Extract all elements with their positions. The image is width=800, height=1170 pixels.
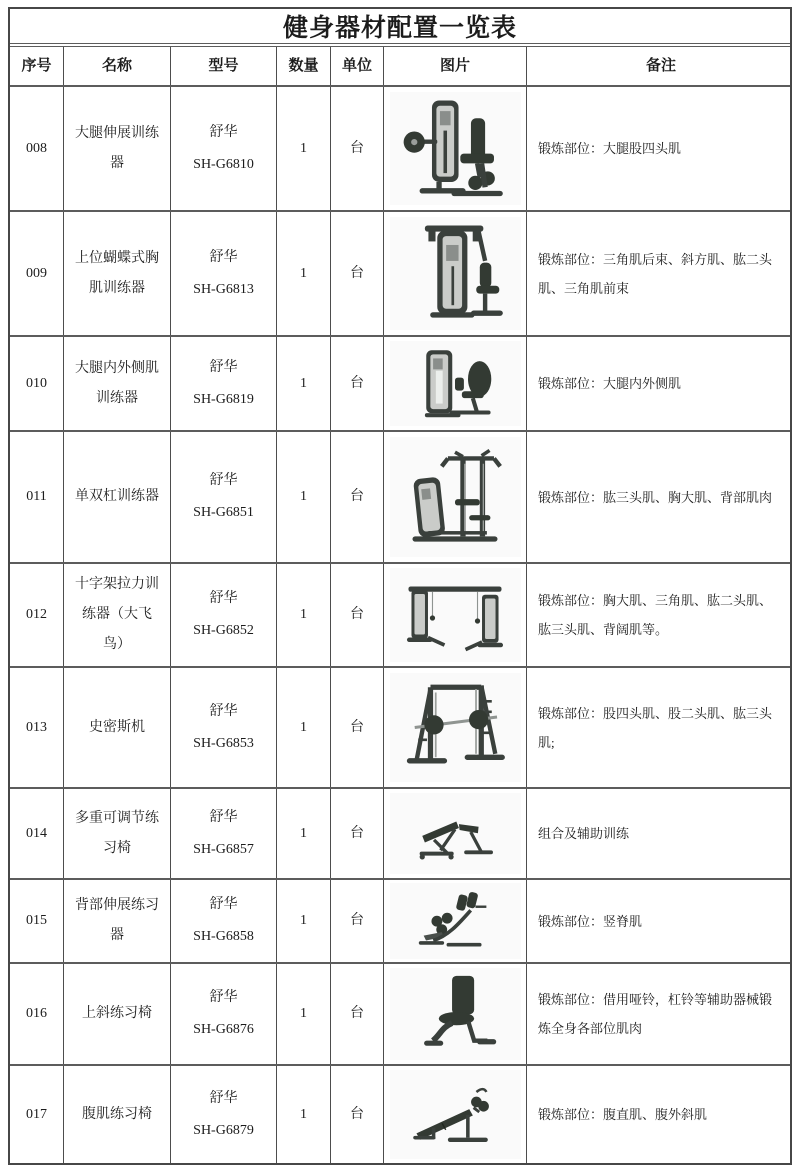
- column-header-no: 序号: [21, 58, 52, 74]
- model-brand: 舒华: [209, 473, 238, 488]
- table-title-row: [10, 9, 790, 47]
- model-code: SH-G6876: [193, 1022, 254, 1037]
- unit: 台: [330, 432, 383, 562]
- quantity: 1: [276, 337, 330, 430]
- model-code: SH-G6851: [193, 505, 254, 520]
- image-cell: [383, 87, 526, 210]
- equipment-model: [170, 668, 276, 787]
- remark-text: 锻炼部位：竖脊肌: [526, 880, 790, 962]
- model-code: SH-G6857: [193, 841, 254, 857]
- remark-text: 组合及辅助训练: [526, 789, 790, 878]
- serial-number: 010: [26, 375, 47, 391]
- quantity: 1: [276, 1066, 330, 1163]
- image-frame: [390, 341, 521, 427]
- remark-text: 锻炼部位：腹直肌、腹外斜肌: [526, 1066, 790, 1163]
- model-brand: 舒华: [209, 124, 238, 140]
- image-cell: [383, 964, 526, 1064]
- equipment-name: 上位蝴蝶式胸肌训练器: [63, 212, 170, 335]
- unit: 台: [330, 964, 383, 1064]
- table-row: [10, 335, 790, 430]
- utility-chair-image: [393, 970, 517, 1058]
- table-row: [10, 666, 790, 787]
- remark-text: 锻炼部位：大腿股四头肌: [526, 87, 790, 210]
- equipment-model: [170, 87, 276, 210]
- remark-text: 锻炼部位：借用哑铃，杠铃等辅助器械锻炼全身各部位肌肉: [526, 964, 790, 1064]
- unit: 台: [330, 789, 383, 878]
- unit: 台: [330, 1066, 383, 1163]
- equipment-model: [170, 337, 276, 430]
- equipment-name: 十字架拉力训练器（大飞鸟）: [63, 564, 170, 666]
- remark-text: 锻炼部位：大腿内外侧肌: [526, 337, 790, 430]
- remark-text: 锻炼部位：胸大肌、三角肌、肱二头肌、肱三头肌、背阔肌等。: [526, 564, 790, 666]
- equipment-model: [170, 789, 276, 878]
- column-header-remark: 备注: [526, 47, 790, 85]
- model-brand: 舒华: [209, 591, 238, 606]
- table-row: [10, 787, 790, 878]
- quantity: 1: [276, 964, 330, 1064]
- model-brand: 舒华: [209, 359, 238, 375]
- serial-number: 008: [26, 140, 47, 156]
- image-frame: [390, 437, 521, 557]
- serial-number: 009: [26, 265, 47, 281]
- model-code: SH-G6819: [193, 391, 254, 407]
- remark-text: 锻炼部位：股四头肌、股二头肌、肱三头肌;: [526, 668, 790, 787]
- equipment-name: 上斜练习椅: [63, 964, 170, 1064]
- equipment-name: 史密斯机: [63, 668, 170, 787]
- serial-number: 016: [26, 1006, 47, 1021]
- table-row: [10, 210, 790, 335]
- cable-crossover-machine-image: [393, 570, 517, 660]
- serial-number: 014: [26, 825, 47, 841]
- equipment-model: [170, 432, 276, 562]
- image-frame: [390, 673, 521, 782]
- image-cell: [383, 1066, 526, 1163]
- equipment-model: [170, 964, 276, 1064]
- model-code: SH-G6813: [193, 281, 254, 297]
- serial-number: 011: [26, 489, 47, 504]
- smith-machine-image: [393, 675, 517, 780]
- equipment-model: [170, 1066, 276, 1163]
- equipment-model: [170, 212, 276, 335]
- leg-extension-machine-image: [393, 94, 517, 203]
- unit: 台: [330, 87, 383, 210]
- model-code: SH-G6853: [193, 735, 254, 751]
- quantity: 1: [276, 564, 330, 666]
- model-brand: 舒华: [209, 990, 238, 1005]
- thigh-abductor-machine-image: [393, 342, 517, 424]
- model-code: SH-G6879: [193, 1122, 254, 1138]
- image-frame: [390, 968, 521, 1060]
- serial-number: 015: [26, 913, 47, 928]
- serial-number: 017: [26, 1106, 47, 1122]
- table-row: [10, 562, 790, 666]
- column-header-name: 名称: [63, 47, 170, 85]
- equipment-model: [170, 564, 276, 666]
- image-cell: [383, 880, 526, 962]
- image-cell: [383, 337, 526, 430]
- equipment-model: [170, 880, 276, 962]
- unit: 台: [330, 880, 383, 962]
- column-header-qty: 数量: [276, 47, 330, 85]
- model-brand: 舒华: [209, 809, 238, 825]
- quantity: 1: [276, 432, 330, 562]
- model-code: SH-G6810: [193, 156, 254, 172]
- table-row: [10, 85, 790, 210]
- column-header-unit: 单位: [330, 47, 383, 85]
- column-header-model: 型号: [170, 47, 276, 85]
- image-frame: [390, 92, 521, 205]
- image-frame: [390, 1070, 521, 1159]
- image-frame: [390, 568, 521, 662]
- table-row: [10, 878, 790, 962]
- quantity: 1: [276, 668, 330, 787]
- page-title: 健身器材配置一览表: [282, 15, 517, 42]
- table-header-row: [10, 47, 790, 85]
- equipment-name: 单双杠训练器: [63, 432, 170, 562]
- adjustable-bench-image: [393, 794, 517, 873]
- table-row: [10, 962, 790, 1064]
- chin-dip-tower-image: [393, 440, 517, 555]
- quantity: 1: [276, 880, 330, 962]
- equipment-name: 大腿内外侧肌训练器: [63, 337, 170, 430]
- equipment-name: 多重可调节练习椅: [63, 789, 170, 878]
- ab-bench-image: [393, 1072, 517, 1158]
- image-cell: [383, 668, 526, 787]
- remark-text: 锻炼部位：肱三头肌、胸大肌、背部肌肉: [526, 432, 790, 562]
- model-brand: 舒华: [209, 703, 238, 719]
- unit: 台: [330, 337, 383, 430]
- image-cell: [383, 212, 526, 335]
- model-brand: 舒华: [209, 1090, 238, 1106]
- image-cell: [383, 432, 526, 562]
- quantity: 1: [276, 212, 330, 335]
- unit: 台: [330, 564, 383, 666]
- image-cell: [383, 564, 526, 666]
- equipment-name: 大腿伸展训练器: [63, 87, 170, 210]
- equipment-name: 背部伸展练习器: [63, 880, 170, 962]
- model-code: SH-G6858: [193, 929, 254, 944]
- serial-number: 012: [26, 607, 47, 622]
- unit: 台: [330, 212, 383, 335]
- table-row: [10, 430, 790, 562]
- back-extension-bench-image: [393, 885, 517, 957]
- remark-text: 锻炼部位：三角肌后束、斜方肌、肱二头肌、三角肌前束: [526, 212, 790, 335]
- quantity: 1: [276, 789, 330, 878]
- quantity: 1: [276, 87, 330, 210]
- model-brand: 舒华: [209, 897, 238, 912]
- table-body: [10, 85, 790, 1163]
- image-frame: [390, 883, 521, 958]
- image-frame: [390, 217, 521, 330]
- table-row: [10, 1064, 790, 1163]
- column-header-image: 图片: [383, 47, 526, 85]
- equipment-table: [8, 7, 792, 1165]
- model-brand: 舒华: [209, 249, 238, 265]
- model-code: SH-G6852: [193, 623, 254, 638]
- image-frame: [390, 793, 521, 875]
- pec-fly-machine-image: [393, 219, 517, 328]
- unit: 台: [330, 668, 383, 787]
- image-cell: [383, 789, 526, 878]
- serial-number: 013: [26, 719, 47, 735]
- equipment-name: 腹肌练习椅: [63, 1066, 170, 1163]
